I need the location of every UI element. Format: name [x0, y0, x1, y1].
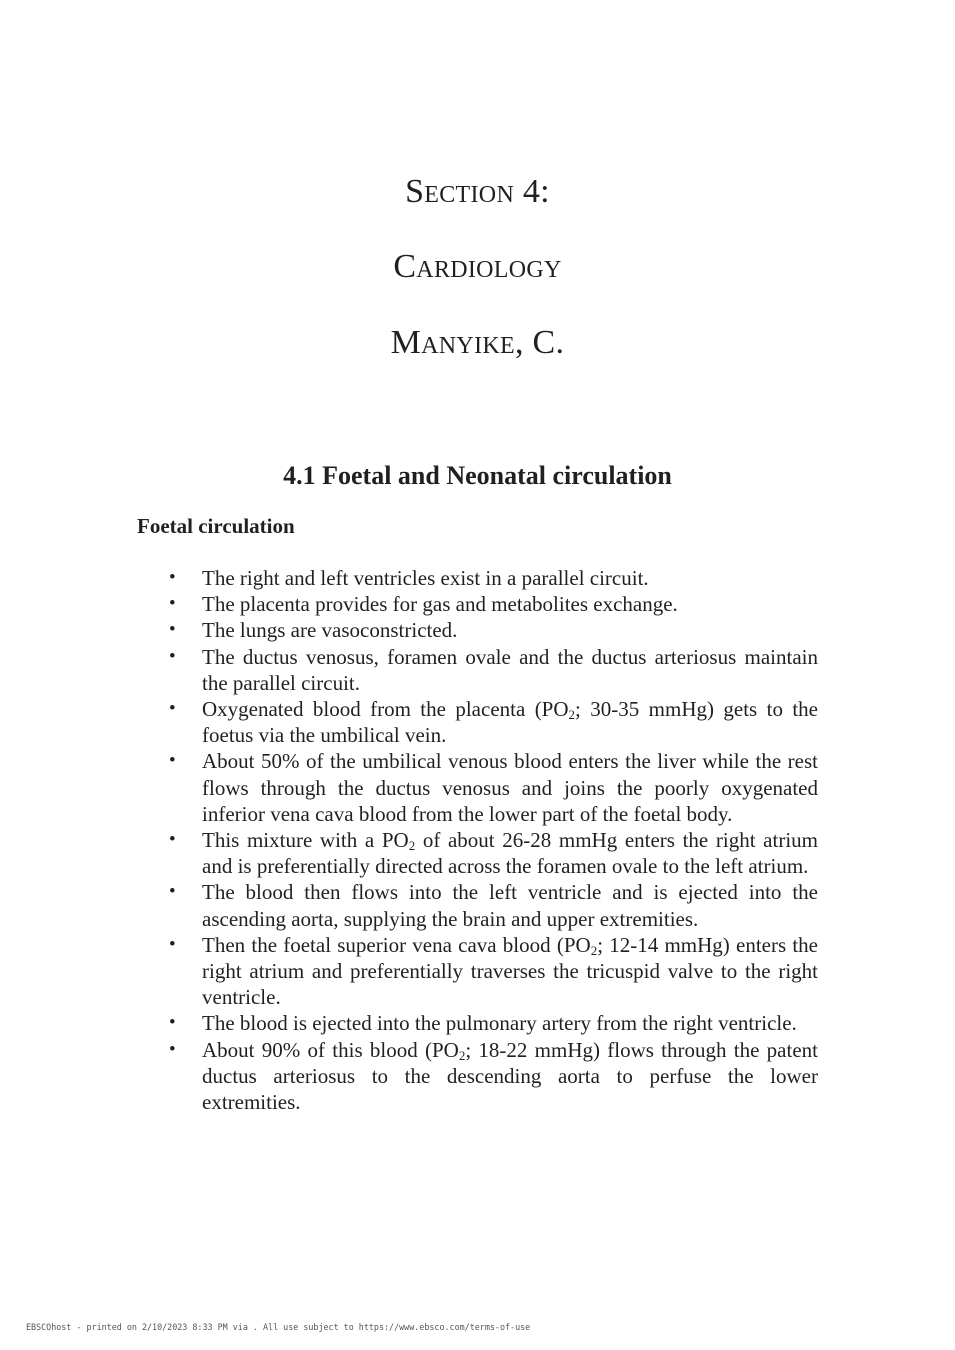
- bullet-icon: •: [169, 698, 176, 720]
- bullet-icon: •: [169, 645, 176, 667]
- bullet-list: [169, 565, 819, 1115]
- list-item: [169, 748, 818, 827]
- bullet-icon: •: [169, 881, 176, 903]
- subscript: 2: [568, 707, 576, 723]
- text-segment: The right and left ventricles exist in a parallel circuit.: [202, 566, 649, 590]
- bullet-text: [202, 933, 818, 1009]
- text-segment: Oxygenated blood from the placenta (PO: [202, 697, 569, 722]
- bullet-text: [202, 592, 678, 616]
- text-segment: This mixture with a PO: [202, 828, 409, 853]
- bullet-icon: •: [169, 619, 176, 641]
- text-segment: ; 12-14 mmHg) enters the right atrium and preferentially traverses the tricuspid valve to the right ventricle.: [202, 932, 819, 1010]
- list-item: [169, 696, 818, 748]
- text-segment: The blood is ejected into the pulmonary artery from the right ventricle.: [202, 1011, 797, 1036]
- bullet-icon: •: [169, 933, 176, 955]
- text-segment: The ductus venosus, foramen ovale and the ductus arteriosus maintain the parallel circuit.: [202, 644, 818, 695]
- bullet-icon: •: [169, 1038, 176, 1060]
- footer-note: EBSCOhost - printed on 2/10/2023 8:33 PM via . All use subject to https://www.ebsco.com/terms-of-use: [26, 1322, 531, 1332]
- subsection-title: 4.1 Foetal and Neonatal circulation: [283, 461, 672, 490]
- list-item: [169, 617, 818, 643]
- bullet-text: [202, 618, 457, 642]
- text-segment: About 50% of the umbilical venous blood enters the liver while the rest flows through the ductus venosus and joins the poorly oxygenated inferior vena cava blood from the lower part of the foetal body.: [202, 749, 818, 826]
- bullet-icon: •: [169, 829, 176, 851]
- list-item: [169, 565, 818, 591]
- bullet-text: [202, 828, 818, 878]
- subscript: 2: [458, 1047, 466, 1063]
- text-segment: The blood then flows into the left ventricle and is ejected into the ascending aorta, supplying the brain and upper extremities.: [202, 880, 818, 931]
- text-segment: The lungs are vasoconstricted.: [202, 618, 458, 643]
- text-segment: About 90% of this blood (PO: [202, 1037, 459, 1062]
- list-item: [169, 827, 818, 879]
- bullet-text: [202, 880, 818, 930]
- text-segment: Then the foetal superior vena cava blood (PO: [202, 932, 591, 957]
- text-segment: The placenta provides for gas and metabolites exchange.: [202, 592, 678, 617]
- text-segment: of about 26-28 mmHg enters the right atrium and is preferentially directed across the foramen ovale to the left atrium.: [202, 828, 818, 879]
- subscript: 2: [590, 942, 598, 958]
- bullet-icon: •: [169, 567, 176, 588]
- subheading: Foetal circulation: [137, 514, 295, 538]
- bullet-text: [202, 645, 818, 695]
- bullet-text: [202, 1011, 797, 1035]
- bullet-text: [202, 566, 649, 590]
- section-title: Section 4:: [405, 173, 550, 210]
- list-item: [169, 591, 818, 617]
- subscript: 2: [408, 838, 416, 854]
- bullet-icon: •: [169, 1012, 176, 1034]
- list-item: [169, 879, 818, 931]
- bullet-text: [202, 1038, 818, 1114]
- text-segment: ; 18-22 mmHg) flows through the patent ductus arteriosus to the descending aorta to perfuse the lower extremities.: [202, 1037, 818, 1115]
- section-subject: Cardiology: [393, 248, 562, 285]
- text-segment: ; 30-35 mmHg) gets to the foetus via the umbilical vein.: [202, 697, 818, 748]
- list-item: [169, 1010, 818, 1036]
- section-author: Manyike, C.: [390, 324, 565, 361]
- bullet-text: [202, 749, 818, 825]
- bullet-icon: •: [169, 750, 176, 772]
- bullet-text: [202, 697, 818, 747]
- bullet-icon: •: [169, 593, 176, 615]
- list-item: [169, 1037, 818, 1116]
- list-item: [169, 644, 818, 696]
- list-item: [169, 932, 819, 1011]
